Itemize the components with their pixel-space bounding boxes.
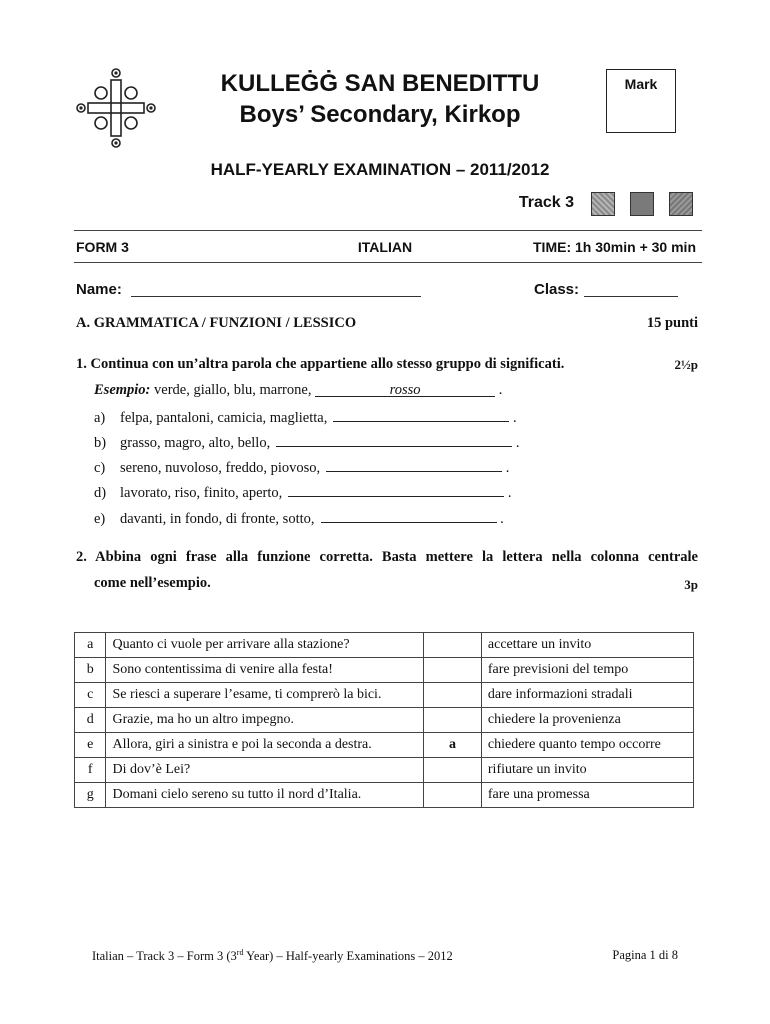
name-field[interactable]	[131, 296, 421, 297]
row-letter: f	[75, 758, 106, 783]
row-function: fare una promessa	[481, 783, 693, 808]
table-row	[75, 633, 694, 658]
answer-cell[interactable]: a	[424, 733, 482, 758]
answer-blank[interactable]	[333, 407, 509, 422]
row-function: fare previsioni del tempo	[481, 658, 693, 683]
answer-blank[interactable]	[288, 482, 504, 497]
name-label: Name:	[76, 281, 122, 298]
table-row	[75, 758, 694, 783]
item-period: .	[504, 485, 512, 501]
row-function: dare informazioni stradali	[481, 683, 693, 708]
row-letter: b	[75, 658, 106, 683]
divider-bottom	[74, 262, 702, 263]
answer-blank[interactable]	[276, 432, 512, 447]
row-letter: a	[75, 633, 106, 658]
footer-text-part1: Italian – Track 3 – Form 3 (3	[92, 949, 237, 964]
item-letter: c)	[94, 460, 106, 476]
class-field[interactable]	[584, 296, 678, 297]
exam-title: HALF-YEARLY EXAMINATION – 2011/2012	[210, 160, 550, 179]
item-letter: e)	[94, 511, 106, 527]
form-label: FORM 3	[76, 239, 129, 255]
row-sentence: Grazie, ma ho un altro impegno.	[106, 708, 424, 733]
example-period: .	[498, 382, 503, 398]
footer-text-part2: Year) – Half-yearly Examinations – 2012	[243, 949, 453, 964]
table-row	[75, 683, 694, 708]
answer-cell[interactable]	[424, 633, 482, 658]
example-answer: rosso	[315, 382, 495, 397]
table-row	[75, 708, 694, 733]
table-row	[75, 783, 694, 808]
answer-cell[interactable]	[424, 658, 482, 683]
example-label: Esempio:	[94, 382, 151, 398]
track-square-3	[669, 192, 693, 216]
item-words: grasso, magro, alto, bello,	[120, 435, 271, 451]
track-square-1	[591, 192, 615, 216]
footer-course-info	[92, 948, 453, 964]
row-function: chiedere quanto tempo occorre	[481, 733, 693, 758]
row-sentence: Sono contentissima di venire alla festa!	[106, 658, 424, 683]
item-words: lavorato, riso, finito, aperto,	[120, 485, 283, 501]
item-period: .	[502, 460, 510, 476]
section-points: 15 punti	[646, 315, 698, 331]
question-1-text: 1. Continua con un’altra parola che appartiene allo stesso gruppo di significati.	[76, 356, 565, 372]
row-function: accettare un invito	[481, 633, 693, 658]
question-2-text-continued: come nell’esempio.	[94, 575, 211, 591]
row-sentence: Allora, giri a sinistra e poi la seconda a destra.	[106, 733, 424, 758]
item-period: .	[512, 435, 520, 451]
item-words: sereno, nuvoloso, freddo, piovoso,	[120, 460, 321, 476]
row-sentence: Di dov’è Lei?	[106, 758, 424, 783]
item-period: .	[509, 410, 517, 426]
answer-cell[interactable]	[424, 758, 482, 783]
section-title: A. GRAMMATICA / FUNZIONI / LESSICO	[76, 315, 357, 331]
item-period: .	[496, 511, 504, 527]
row-letter: c	[75, 683, 106, 708]
row-function: rifiutare un invito	[481, 758, 693, 783]
row-sentence: Domani cielo sereno su tutto il nord d’Italia.	[106, 783, 424, 808]
list-item	[94, 457, 509, 477]
subject-label: ITALIAN	[357, 239, 413, 255]
example-row	[94, 382, 502, 402]
school-subtitle: Boys’ Secondary, Kirkop	[239, 101, 521, 128]
row-letter: d	[75, 708, 106, 733]
matching-table	[74, 632, 694, 808]
question-2-points: 3p	[684, 577, 698, 592]
item-words: felpa, pantaloni, camicia, maglietta,	[120, 410, 328, 426]
example-words: verde, giallo, blu, marrone,	[154, 382, 312, 398]
row-letter: e	[75, 733, 106, 758]
footer-superscript: rd	[236, 948, 244, 957]
answer-cell[interactable]	[424, 708, 482, 733]
row-function: chiedere la provenienza	[481, 708, 693, 733]
track-square-2	[630, 192, 654, 216]
class-label: Class:	[534, 281, 580, 298]
item-words: davanti, in fondo, di fronte, sotto,	[120, 511, 315, 527]
list-item	[94, 432, 519, 452]
table-row	[75, 733, 694, 758]
answer-cell[interactable]	[424, 683, 482, 708]
divider-top	[74, 230, 702, 231]
school-name: KULLEĠĠ SAN BENEDITTU	[220, 70, 540, 97]
question-2-text: 2. Abbina ogni frase alla funzione corretta. Basta mettere la lettera nella colonna centrale	[76, 549, 698, 565]
list-item	[94, 482, 512, 502]
row-sentence: Se riesci a superare l’esame, ti comprerò la bici.	[106, 683, 424, 708]
list-item	[94, 407, 517, 427]
table-row	[75, 658, 694, 683]
answer-blank[interactable]	[326, 457, 502, 472]
time-label: TIME: 1h 30min + 30 min	[533, 239, 696, 255]
answer-cell[interactable]	[424, 783, 482, 808]
list-item	[94, 508, 504, 528]
item-letter: b)	[94, 435, 107, 451]
track-label: Track 3	[518, 194, 574, 211]
item-letter: a)	[94, 410, 106, 426]
row-letter: g	[75, 783, 106, 808]
mark-label: Mark	[624, 76, 658, 92]
question-1-points: 2½p	[674, 357, 698, 372]
page-number: Pagina 1 di 8	[612, 948, 678, 962]
row-sentence: Quanto ci vuole per arrivare alla stazione?	[106, 633, 424, 658]
school-logo-icon	[74, 66, 158, 150]
answer-blank[interactable]	[321, 508, 497, 523]
item-letter: d)	[94, 485, 107, 501]
